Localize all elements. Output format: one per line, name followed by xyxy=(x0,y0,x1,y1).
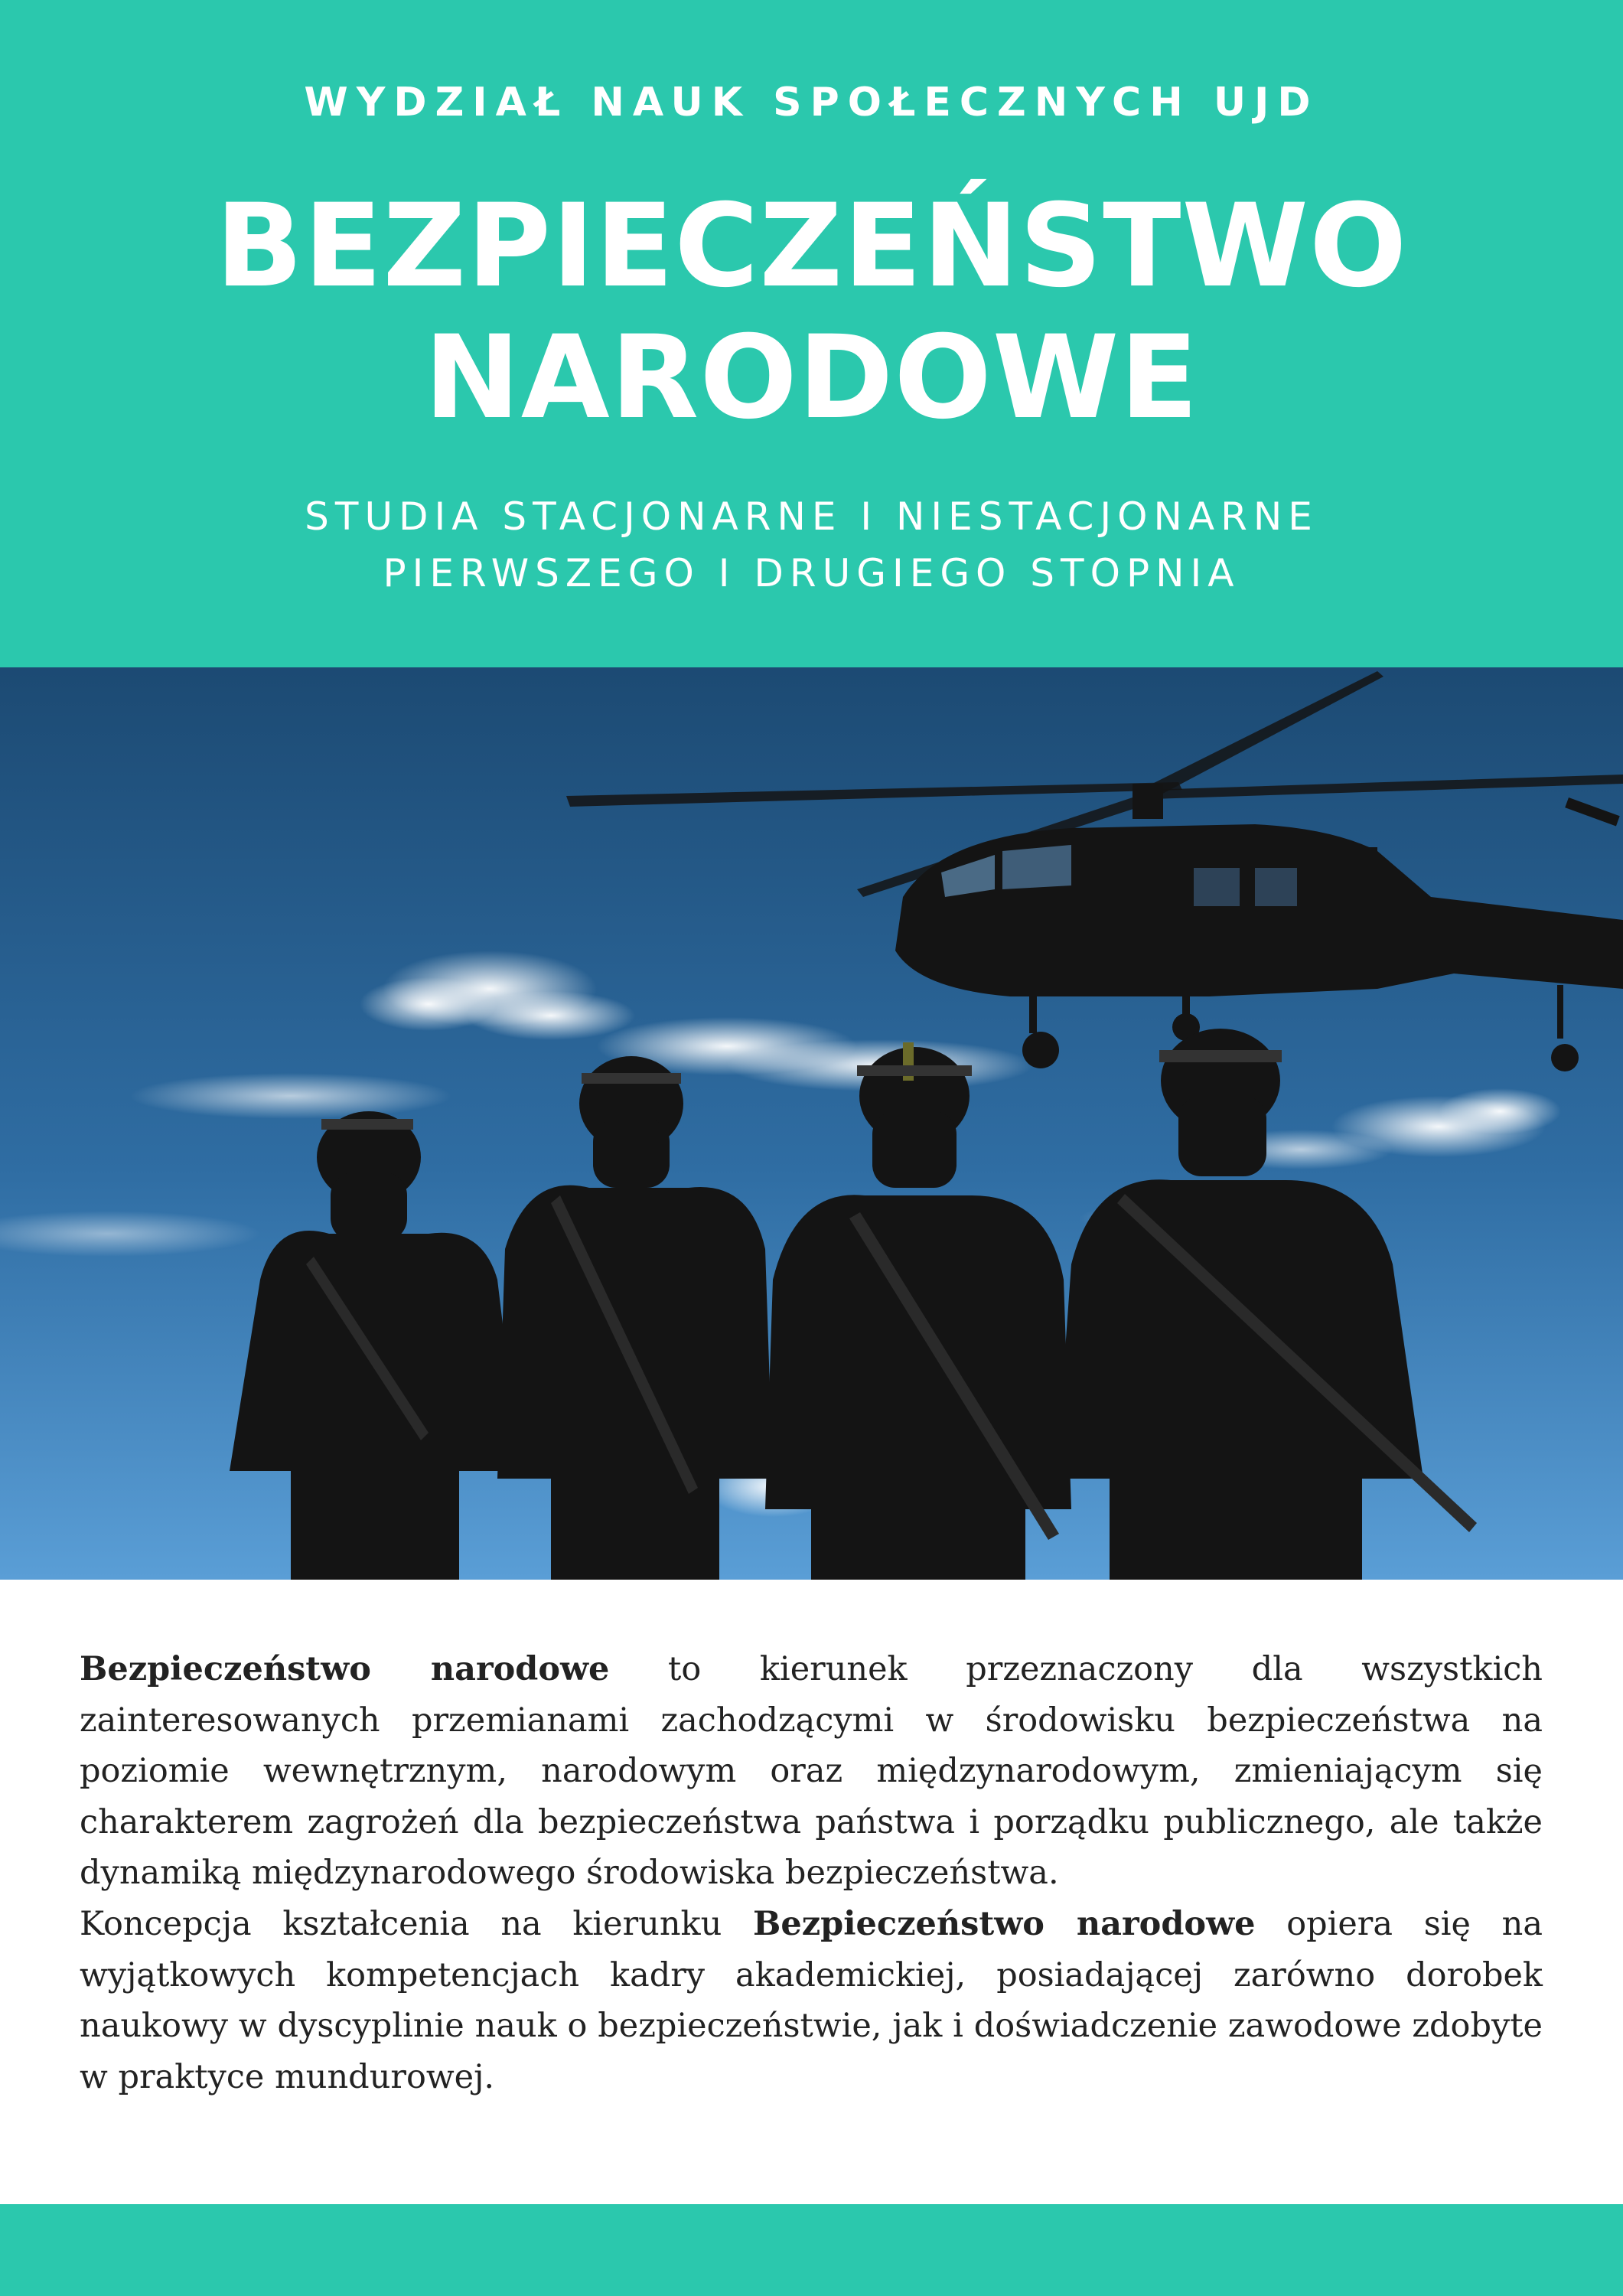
hero-photo xyxy=(0,667,1623,1580)
program-name-bold: Bezpieczeństwo narodowe xyxy=(80,1650,610,1688)
title-line-2: NARODOWE xyxy=(424,311,1199,445)
description-paragraph-1 xyxy=(80,1644,1543,1899)
study-type-subtitle xyxy=(0,488,1623,602)
header-banner xyxy=(0,0,1623,667)
description-paragraph-2 xyxy=(80,1899,1543,2102)
program-description xyxy=(80,1644,1543,2102)
subtitle-line-2: PIERWSZEGO I DRUGIEGO STOPNIA xyxy=(383,551,1240,595)
page-title xyxy=(0,181,1623,444)
soldiers-helicopter-photo xyxy=(0,667,1623,1580)
subtitle-line-1: STUDIA STACJONARNE I NIESTACJONARNE xyxy=(305,494,1318,539)
title-line-1: BEZPIECZEŃSTWO xyxy=(215,180,1408,313)
footer-bar xyxy=(0,2204,1623,2296)
description-p1-text: to kierunek przeznaczony dla wszystkich zainteresowanych przemianami zachodzącymi w środowisku bezpieczeństwa na poziomie wewnętrznym, narodowym oraz międzynarodowym, zmieniającym się charakterem zagrożeń dla bezpieczeństwa państwa i porządku publicznego, ale także dynamiką międzynarodowego środowiska bezpieczeństwa. xyxy=(80,1650,1543,1893)
faculty-name: WYDZIAŁ NAUK SPOŁECZNYCH UJD xyxy=(304,80,1319,126)
program-name-bold-2: Bezpieczeństwo narodowe xyxy=(753,1904,1256,1943)
description-p2-text: opiera się na wyjątkowych kompetencjach kadry akademickiej, posiadającej zarówno dorobek naukowy w dyscyplinie nauk o bezpieczeństwie, jak i doświadczenie zawodowe zdobyte w praktyce mundurowej. xyxy=(80,1904,1543,2096)
description-p2-start: Koncepcja kształcenia na kierunku xyxy=(80,1904,754,1943)
